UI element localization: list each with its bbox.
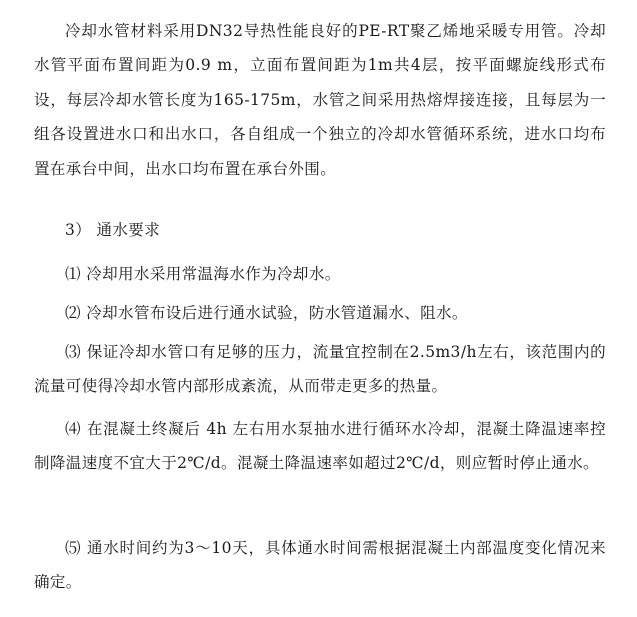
- list-item: ⑴ 冷却用水采用常温海水作为冷却水。: [65, 265, 341, 283]
- list-item: ⑵ 冷却水管布设后进行通水试验，防水管道漏水、阻水。: [65, 304, 468, 322]
- list-item: ⑸ 通水时间约为3～10天，具体通水时间需根据混凝土内部温度变化情况来确定。: [34, 539, 606, 592]
- intro-paragraph: 冷却水管材料采用DN32导热性能良好的PE-RT聚乙烯地采暖专用管。冷却水管平面布置间距为0.9 m，立面布置间距为1m共4层，按平面螺旋线形式布设，每层冷却水管长度为165-175m，水管之间采用热熔焊接连接，且每层为一组各设置进水口和出水口，各自组成一个独立的冷却水管循环系统，进水口均布置在承台中间，出水口均布置在承台外围。: [34, 22, 606, 178]
- list-item: ⑷ 在混凝土终凝后 4h 左右用水泵抽水进行循环水冷却，混凝土降温速率控制降温速度不宜大于2℃/d。混凝土降温速率如超过2℃/d，则应暂时停止通水。: [34, 420, 606, 473]
- section-heading: 3） 通水要求: [65, 221, 161, 239]
- list-item: ⑶ 保证冷却水管口有足够的压力，流量宜控制在2.5m3/h左右，该范围内的流量可使得冷却水管内部形成紊流，从而带走更多的热量。: [34, 343, 606, 396]
